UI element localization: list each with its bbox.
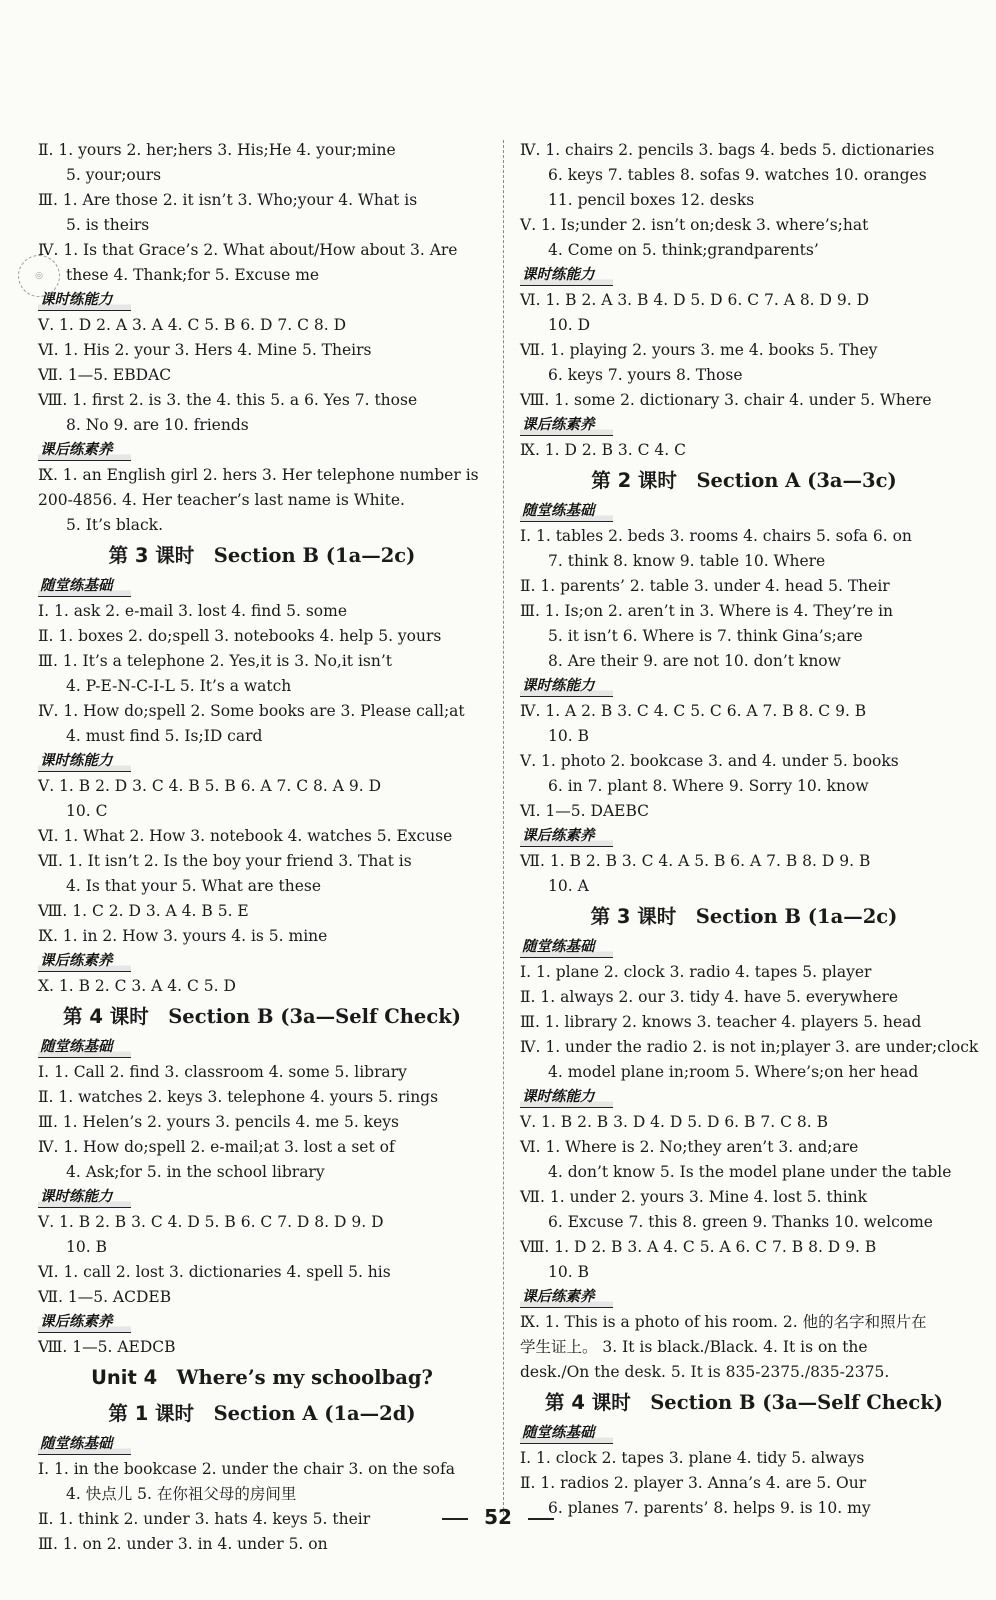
- answer-line: Ⅶ. 1—5. ACDEB: [38, 1288, 172, 1306]
- practice-label-row: [38, 1185, 486, 1210]
- practice-label: 课时练能力: [520, 677, 613, 697]
- practice-label-row: [38, 749, 486, 774]
- dash-left: [442, 1518, 468, 1520]
- answer-line: 6. Excuse 7. this 8. green 9. Thanks 10. welcome: [548, 1213, 933, 1231]
- answer-line: 4. Is that your 5. What are these: [66, 877, 322, 895]
- practice-label: 课时练能力: [520, 1088, 613, 1108]
- library-stamp-icon: ◎: [18, 255, 60, 297]
- page-number-text: 52: [484, 1505, 512, 1529]
- practice-label-row: [520, 499, 968, 524]
- answer-line: Ⅲ. 1. library 2. knows 3. teacher 4. players 5. head: [520, 1013, 922, 1031]
- practice-label-row: [38, 1432, 486, 1457]
- lesson-heading: [520, 899, 968, 935]
- lesson-number: 第 3 课时: [108, 544, 195, 567]
- answer-line: 4. must find 5. Is;ID card: [66, 727, 263, 745]
- practice-label: 课后练素养: [38, 441, 131, 461]
- practice-label: 课后练素养: [520, 827, 613, 847]
- answer-line: Ⅱ. 1. boxes 2. do;spell 3. notebooks 4. help 5. yours: [38, 627, 442, 645]
- practice-label-row: [520, 935, 968, 960]
- lesson-number: 第 1 课时: [108, 1402, 195, 1425]
- answer-line: Ⅰ. 1. ask 2. e-mail 3. lost 4. find 5. some: [38, 602, 347, 620]
- answer-line: desk./On the desk. 5. It is 835-2375./835-2375.: [520, 1363, 890, 1381]
- answer-line: Ⅷ. 1. first 2. is 3. the 4. this 5. a 6. Yes 7. those: [38, 391, 418, 409]
- lesson-heading: [38, 538, 486, 574]
- answer-line: Ⅸ. 1. in 2. How 3. yours 4. is 5. mine: [38, 927, 328, 945]
- practice-label-row: [38, 574, 486, 599]
- practice-label-row: [38, 1310, 486, 1335]
- practice-label: 课后练素养: [38, 1313, 131, 1333]
- practice-label-row: [520, 263, 968, 288]
- answer-line: 4. Ask;for 5. in the school library: [66, 1163, 325, 1181]
- answer-line: Ⅳ. 1. How do;spell 2. Some books are 3. Please call;at: [38, 702, 465, 720]
- answer-line: Ⅶ. 1. It isn’t 2. Is the boy your friend 3. That is: [38, 852, 412, 870]
- answer-line: Ⅸ. 1. This is a photo of his room. 2. 他的名字和照片在: [520, 1313, 927, 1331]
- answer-line: 6. planes 7. parents’ 8. helps 9. is 10. my: [548, 1499, 871, 1517]
- answer-line: Ⅶ. 1—5. EBDAC: [38, 366, 172, 384]
- answer-line: Ⅶ. 1. B 2. B 3. C 4. A 5. B 6. A 7. B 8. D 9. B: [520, 852, 871, 870]
- practice-label: 随堂练基础: [520, 502, 613, 522]
- section-title: Section B (1a—2c): [695, 905, 898, 928]
- answer-line: Ⅲ. 1. Helen’s 2. yours 3. pencils 4. me 5. keys: [38, 1113, 399, 1131]
- watermark-logo: [770, 1478, 990, 1590]
- answer-line: Ⅷ. 1. C 2. D 3. A 4. B 5. E: [38, 902, 249, 920]
- practice-label: 课时练能力: [38, 291, 131, 311]
- answer-line: Ⅴ. 1. photo 2. bookcase 3. and 4. under 5. books: [520, 752, 899, 770]
- answer-line: Ⅸ. 1. D 2. B 3. C 4. C: [520, 441, 686, 459]
- answer-line: 200-4856. 4. Her teacher’s last name is White.: [38, 491, 405, 509]
- answer-line: 10. B: [66, 1238, 107, 1256]
- answer-line: Ⅴ. 1. B 2. D 3. C 4. B 5. B 6. A 7. C 8. A 9. D: [38, 777, 382, 795]
- practice-label-row: [38, 1035, 486, 1060]
- answer-line: Ⅹ. 1. B 2. C 3. A 4. C 5. D: [38, 977, 236, 995]
- lesson-number: 第 4 课时: [545, 1391, 631, 1414]
- answer-line: Ⅴ. 1. B 2. B 3. C 4. D 5. B 6. C 7. D 8. D 9. D: [38, 1213, 384, 1231]
- section-title: Section A (1a—2d): [213, 1402, 416, 1425]
- answer-line: Ⅶ. 1. under 2. yours 3. Mine 4. lost 5. think: [520, 1188, 868, 1206]
- answer-line: 6. keys 7. yours 8. Those: [548, 366, 743, 384]
- answer-line: Ⅲ. 1. Is;on 2. aren’t in 3. Where is 4. They’re in: [520, 602, 894, 620]
- lesson-number: 第 3 课时: [590, 905, 677, 928]
- answer-line: Ⅵ. 1. What 2. How 3. notebook 4. watches 5. Excuse: [38, 827, 453, 845]
- answer-line: Ⅷ. 1. some 2. dictionary 3. chair 4. under 5. Where: [520, 391, 932, 409]
- answer-line: Ⅵ. 1. His 2. your 3. Hers 4. Mine 5. Theirs: [38, 341, 372, 359]
- lesson-number: 第 4 课时: [63, 1005, 149, 1028]
- answer-line: 10. A: [548, 877, 589, 895]
- lesson-heading: [520, 463, 968, 499]
- practice-label: 随堂练基础: [38, 577, 131, 597]
- answer-line: 4. don’t know 5. Is the model plane under the table: [548, 1163, 952, 1181]
- answer-line: Ⅵ. 1. B 2. A 3. B 4. D 5. D 6. C 7. A 8. D 9. D: [520, 291, 870, 309]
- column-divider: [503, 140, 504, 1520]
- answer-line: Ⅷ. 1—5. AEDCB: [38, 1338, 176, 1356]
- practice-label-row: [520, 1285, 968, 1310]
- answer-line: Ⅱ. 1. yours 2. her;hers 3. His;He 4. your;mine: [38, 141, 396, 159]
- answer-line: Ⅳ. 1. How do;spell 2. e-mail;at 3. lost a set of: [38, 1138, 395, 1156]
- answer-line: Ⅶ. 1. playing 2. yours 3. me 4. books 5. They: [520, 341, 878, 359]
- section-title: Section B (1a—2c): [213, 544, 416, 567]
- answer-line: Ⅱ. 1. radios 2. player 3. Anna’s 4. are 5. Our: [520, 1474, 867, 1492]
- lesson-heading: [38, 999, 486, 1035]
- practice-label-row: [38, 949, 486, 974]
- answer-line: Ⅱ. 1. always 2. our 3. tidy 4. have 5. everywhere: [520, 988, 899, 1006]
- answer-line: 4. P-E-N-C-I-L 5. It’s a watch: [66, 677, 292, 695]
- practice-label-row: [38, 438, 486, 463]
- lesson-heading: [520, 1385, 968, 1421]
- practice-label: 课时练能力: [520, 266, 613, 286]
- practice-label: 随堂练基础: [520, 938, 613, 958]
- dash-right: [528, 1518, 554, 1520]
- answer-line: Ⅲ. 1. Are those 2. it isn’t 3. Who;your 4. What is: [38, 191, 418, 209]
- answer-line: Ⅰ. 1. tables 2. beds 3. rooms 4. chairs 5. sofa 6. on: [520, 527, 912, 545]
- practice-label: 随堂练基础: [38, 1435, 131, 1455]
- practice-label-row: [520, 1085, 968, 1110]
- answer-line: 5. It’s black.: [66, 516, 163, 534]
- answer-line: 8. No 9. are 10. friends: [66, 416, 249, 434]
- answer-line: 5. it isn’t 6. Where is 7. think Gina’s;are: [548, 627, 863, 645]
- answer-line: Ⅵ. 1. Where is 2. No;they aren’t 3. and;are: [520, 1138, 859, 1156]
- answer-line: Ⅱ. 1. think 2. under 3. hats 4. keys 5. their: [38, 1510, 371, 1528]
- answer-line: Ⅳ. 1. Is that Grace’s 2. What about/How about 3. Are: [38, 241, 458, 259]
- answer-line: 学生证上。 3. It is black./Black. 4. It is on the: [520, 1338, 868, 1356]
- answer-line: 4. 快点儿 5. 在你祖父母的房间里: [66, 1485, 297, 1503]
- answer-line: Ⅴ. 1. Is;under 2. isn’t on;desk 3. where’s;hat: [520, 216, 869, 234]
- practice-label: 课时练能力: [38, 752, 131, 772]
- practice-label: 课后练素养: [520, 416, 613, 436]
- practice-label-row: [38, 288, 486, 313]
- lesson-number: Unit 4: [91, 1366, 158, 1389]
- answer-line: Ⅲ. 1. It’s a telephone 2. Yes,it is 3. No,it isn’t: [38, 652, 393, 670]
- answer-line: Ⅵ. 1—5. DAEBC: [520, 802, 649, 820]
- section-title: Section B (3a—Self Check): [168, 1005, 461, 1028]
- left-answer-column: [38, 138, 486, 1557]
- answer-line: 10. B: [548, 727, 589, 745]
- answer-line: 11. pencil boxes 12. desks: [548, 191, 755, 209]
- answer-line: 4. model plane in;room 5. Where’s;on her head: [548, 1063, 919, 1081]
- answer-line: 8. Are their 9. are not 10. don’t know: [548, 652, 841, 670]
- answer-line: Ⅱ. 1. parents’ 2. table 3. under 4. head 5. Their: [520, 577, 890, 595]
- lesson-number: 第 2 课时: [591, 469, 677, 492]
- answer-line: 5. your;ours: [66, 166, 162, 184]
- answer-line: Ⅴ. 1. B 2. B 3. D 4. D 5. D 6. B 7. C 8. B: [520, 1113, 828, 1131]
- answer-line: these 4. Thank;for 5. Excuse me: [66, 266, 320, 284]
- answer-line: 10. D: [548, 316, 591, 334]
- answer-line: Ⅳ. 1. chairs 2. pencils 3. bags 4. beds 5. dictionaries: [520, 141, 935, 159]
- answer-line: 10. C: [66, 802, 108, 820]
- answer-line: Ⅰ. 1. in the bookcase 2. under the chair 3. on the sofa: [38, 1460, 455, 1478]
- practice-label-row: [520, 1421, 968, 1446]
- practice-label-row: [520, 413, 968, 438]
- practice-label: 课后练素养: [38, 952, 131, 972]
- answer-line: Ⅲ. 1. on 2. under 3. in 4. under 5. on: [38, 1535, 328, 1553]
- section-title: Section B (3a—Self Check): [650, 1391, 943, 1414]
- answer-line: Ⅳ. 1. A 2. B 3. C 4. C 5. C 6. A 7. B 8. C 9. B: [520, 702, 867, 720]
- practice-label: 随堂练基础: [520, 1424, 613, 1444]
- section-title: Section A (3a—3c): [696, 469, 897, 492]
- answer-line: Ⅳ. 1. under the radio 2. is not in;player 3. are under;clock: [520, 1038, 979, 1056]
- practice-label-row: [520, 824, 968, 849]
- answer-line: Ⅵ. 1. call 2. lost 3. dictionaries 4. spell 5. his: [38, 1263, 391, 1281]
- answer-line: Ⅰ. 1. Call 2. find 3. classroom 4. some 5. library: [38, 1063, 407, 1081]
- answer-line: 5. is theirs: [66, 216, 150, 234]
- answer-line: 6. in 7. plant 8. Where 9. Sorry 10. know: [548, 777, 869, 795]
- section-title: Where’s my schoolbag?: [176, 1366, 433, 1389]
- practice-label: 随堂练基础: [38, 1038, 131, 1058]
- answer-line: Ⅴ. 1. D 2. A 3. A 4. C 5. B 6. D 7. C 8. D: [38, 316, 347, 334]
- answer-line: Ⅰ. 1. clock 2. tapes 3. plane 4. tidy 5. always: [520, 1449, 865, 1467]
- lesson-heading: [38, 1396, 486, 1432]
- answer-line: 4. Come on 5. think;grandparents’: [548, 241, 819, 259]
- answer-line: 10. B: [548, 1263, 589, 1281]
- practice-label: 课时练能力: [38, 1188, 131, 1208]
- practice-label-row: [520, 674, 968, 699]
- practice-label: 课后练素养: [520, 1288, 613, 1308]
- answer-line: Ⅱ. 1. watches 2. keys 3. telephone 4. yours 5. rings: [38, 1088, 439, 1106]
- answer-line: Ⅸ. 1. an English girl 2. hers 3. Her telephone number is: [38, 466, 479, 484]
- right-answer-column: [520, 138, 979, 1521]
- answer-line: 6. keys 7. tables 8. sofas 9. watches 10. oranges: [548, 166, 927, 184]
- answer-line: Ⅷ. 1. D 2. B 3. A 4. C 5. A 6. C 7. B 8. D 9. B: [520, 1238, 877, 1256]
- lesson-heading: [38, 1360, 486, 1396]
- answer-line: 7. think 8. know 9. table 10. Where: [548, 552, 826, 570]
- answer-line: Ⅰ. 1. plane 2. clock 3. radio 4. tapes 5. player: [520, 963, 872, 981]
